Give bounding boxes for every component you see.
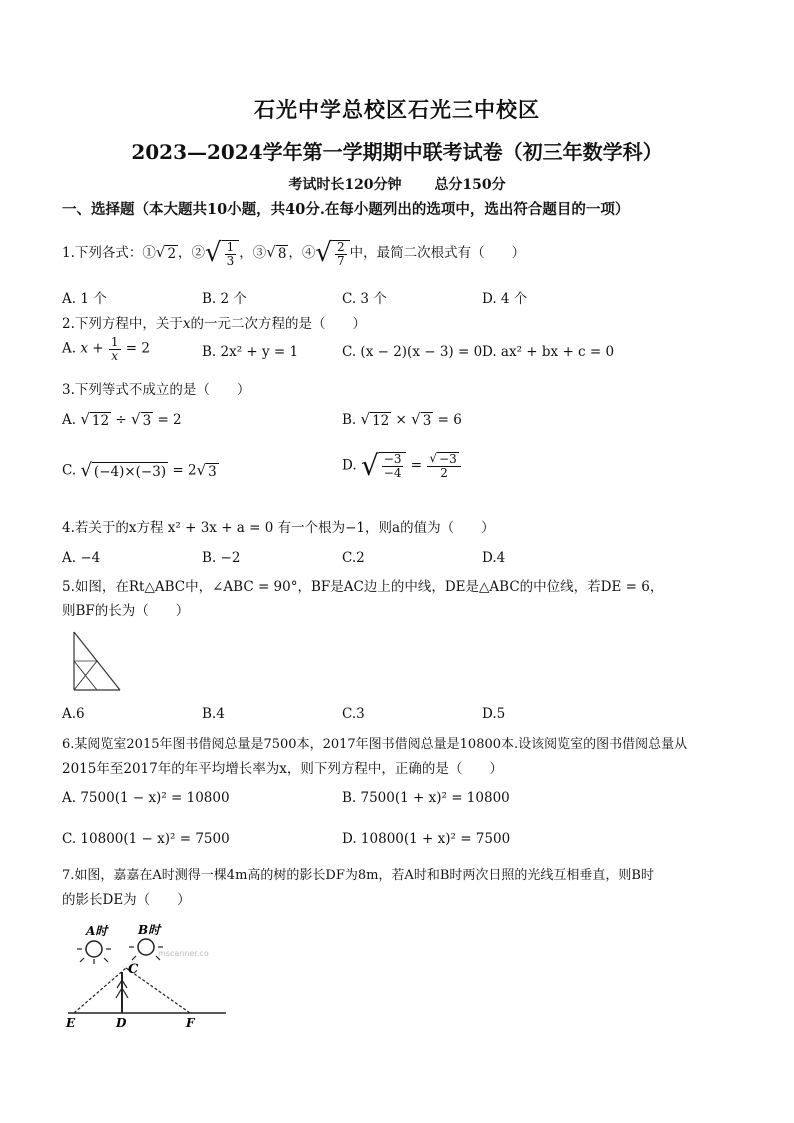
q1-option-a: A. 1 个 [62,291,107,307]
exam-info [0,174,794,194]
label-c: C [128,962,139,977]
question-4: 4.若关于的x方程 x² + 3x + a = 0 有一个根为−1，则a的值为（ ） [62,520,495,536]
exam-title: 2023—2024学年第一学期期中联考试卷（初三年数学科） [131,140,663,164]
label-f: F [186,1016,195,1030]
q6-option-d: D. 10800(1 + x)² = 7500 [342,831,511,847]
q6-option-a: A. 7500(1 − x)² = 10800 [62,790,230,806]
q4-option-d: D.4 [482,550,506,566]
q6-option-b: B. 7500(1 + x)² = 10800 [342,790,510,806]
q2-option-d: D. ax² + bx + c = 0 [482,344,615,360]
q2-option-b: B. 2x² + y = 1 [202,344,299,360]
question-7-line2: 的影长DE为（ ） [62,892,191,908]
question-6-line2: 2015年至2017年的年平均增长率为x，则下列方程中，正确的是（ ） [62,761,503,777]
label-e: E [66,1016,76,1030]
exam-total-score: 总分150分 [434,177,506,193]
sqrt-frac-expr: √ $\frac{1}{3}$ [205,240,239,267]
shadow-figure [62,918,232,1030]
question-5-line1: 5.如图，在Rt△ABC中，∠ABC = 90°，BF是AC边上的中线，DE是△ABC的中位线，若DE = 6， [62,579,664,595]
q3-option-d: D. √ $\frac{-3}{-4}$ = √ −3 2 [342,452,462,480]
watermark: mscanner.co [158,949,209,958]
q5-option-c: C.3 [342,706,365,722]
q1-option-b: B. 2 个 [202,291,247,307]
q3-option-a: A. √ 12 ÷ √ 3 = 2 [62,410,182,429]
sun-a-icon [77,941,111,964]
q3-option-c: C. √ (−4)×(−3) = 2 √ 3 [62,460,217,481]
exam-duration: 考试时长120分钟 [288,177,402,193]
q2-option-a: A. x + $\frac{1}{x}$ = 2 [62,335,150,363]
label-d: D [116,1016,127,1030]
tree-icon [116,972,128,1013]
q5-option-b: B.4 [202,706,225,722]
label-b-time: B时 [138,923,161,937]
q4-option-b: B. −2 [202,550,241,566]
label-a-time: A时 [86,924,108,938]
triangle-figure [66,626,130,696]
q1-option-d: D. 4 个 [482,291,528,307]
question-5-line2: 则BF的长为（ ） [62,603,190,619]
section-title: 一、选择题（本大题共10小题，共40分.在每小题列出的选项中，选出符合题目的一项） [62,201,630,218]
q4-option-a: A. −4 [62,550,101,566]
question-1: 1.下列各式：① √ 2 ，② √ $\frac{1}{3}$ ，③ √ 8 ，④ √ $\frac{2}{7}$ 中，最简二次根式有（ ） [62,238,526,268]
q6-option-c: C. 10800(1 − x)² = 7500 [62,831,230,847]
q3-option-b: B. √ 12 × √ 3 = 6 [342,410,462,429]
school-name: 石光中学总校区石光三中校区 [254,97,540,122]
sqrt-expr: √ 2 [155,243,177,263]
question-7-line1: 7.如图，嘉嘉在A时测得一棵4m高的树的影长DF为8m，若A时和B时两次日照的光线互相垂直，则B时 [62,868,654,883]
question-3: 3.下列等式不成立的是（ ） [62,382,251,398]
sqrt-frac-expr: √ $\frac{2}{7}$ [315,240,349,267]
q5-option-d: D.5 [482,706,506,722]
question-6-line1: 6.某阅览室2015年图书借阅总量是7500本，2017年图书借阅总量是10800本.设该阅览室的图书借阅总量从 [62,737,688,752]
q1-option-c: C. 3 个 [342,291,387,307]
question-2: 2.下列方程中，关于x的一元二次方程的是（ ） [62,316,367,332]
q4-option-c: C.2 [342,550,365,566]
sqrt-expr: √ 8 [266,243,287,263]
q5-option-a: A.6 [62,706,85,722]
q2-option-c: C. (x − 2)(x − 3) = 0 [342,344,483,360]
